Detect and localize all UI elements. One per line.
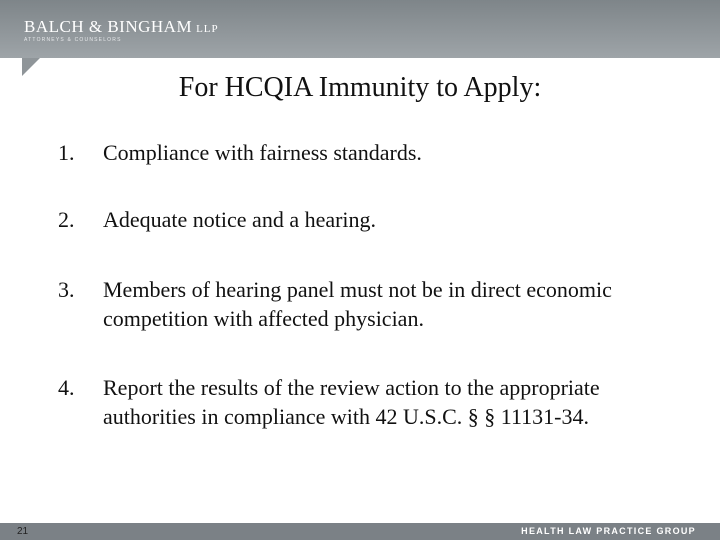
list-item — [58, 373, 678, 431]
firm-logo — [24, 17, 219, 37]
firm-suffix: LLP — [196, 23, 219, 35]
item-text: Adequate notice and a hearing. — [103, 207, 377, 232]
slide-title: For HCQIA Immunity to Apply: — [178, 72, 542, 103]
header-band — [0, 0, 720, 58]
list-item — [58, 138, 422, 167]
item-text: Report the results of the review action to the appropriate authorities in compliance with 42 U.S.C. § § 11131-34. — [103, 375, 600, 429]
list-item — [58, 275, 678, 333]
firm-tagline: ATTORNEYS & COUNSELORS — [24, 37, 122, 43]
item-text: Members of hearing panel must not be in direct economic competition with affected physician. — [103, 277, 612, 331]
list-item — [58, 205, 376, 234]
item-number: 2. — [58, 207, 75, 232]
item-number: 3. — [58, 277, 75, 302]
item-text: Compliance with fairness standards. — [103, 140, 422, 165]
firm-name: BALCH & BINGHAM — [24, 17, 193, 36]
item-number: 1. — [58, 140, 75, 165]
page-number: 21 — [17, 526, 29, 537]
item-number: 4. — [58, 375, 75, 400]
practice-group-label: HEALTH LAW PRACTICE GROUP — [521, 526, 696, 536]
